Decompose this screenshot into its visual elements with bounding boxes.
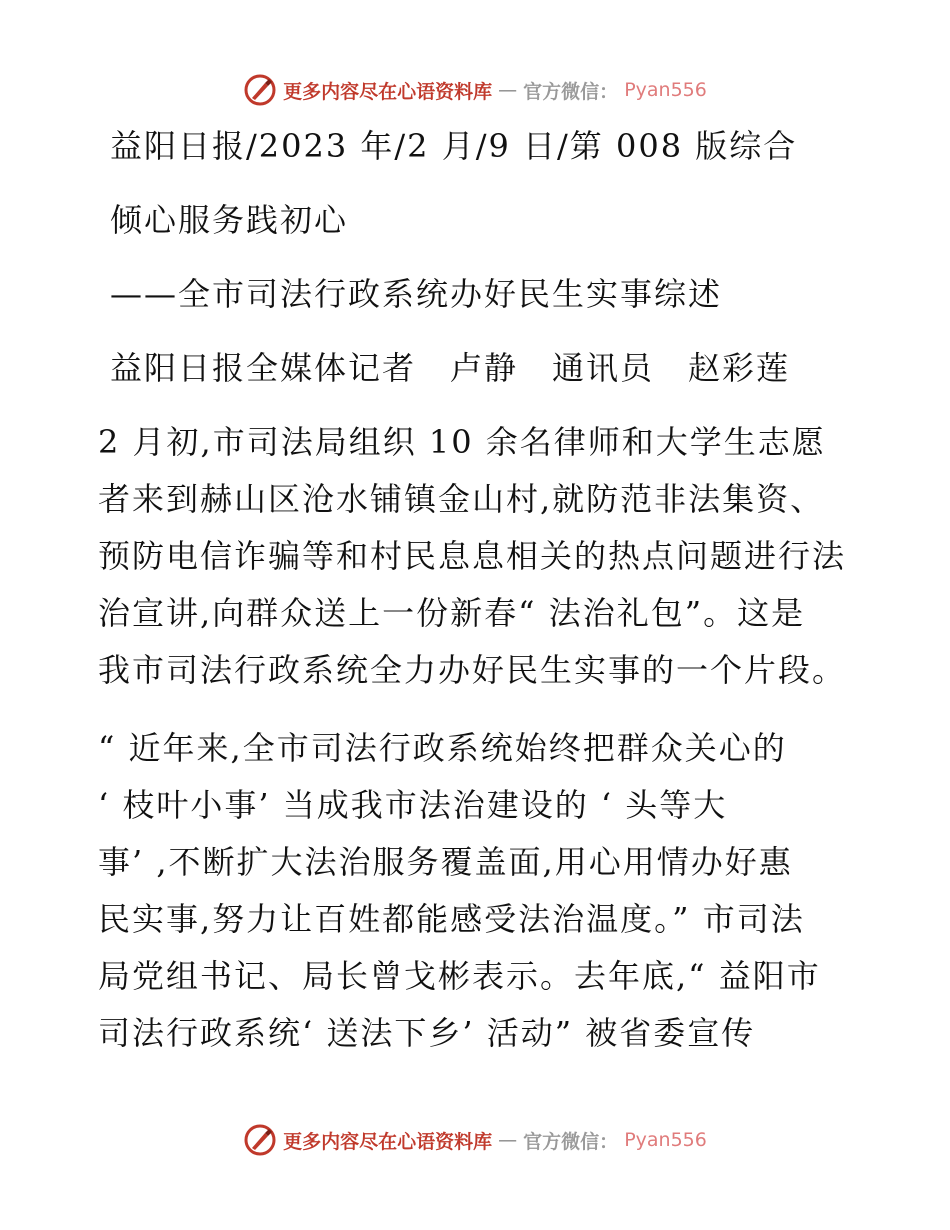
article-subtitle: ——全市司法行政系统办好民生实事综述 [110, 275, 723, 313]
paragraph-line: 局党组书记、局长曾戈彬表示。去年底,“ 益阳市 [98, 957, 821, 995]
watermark-site-text: 更多内容尽在心语资料库 [283, 80, 493, 103]
article-byline: 益阳日报全媒体记者 卢静 通讯员 赵彩莲 [110, 349, 791, 387]
article-title: 倾心服务践初心 [110, 201, 349, 239]
watermark-separator: — [498, 79, 518, 101]
paragraph-2 [98, 720, 858, 1062]
paragraph-1 [98, 414, 858, 699]
paragraph-line: 预防电信诈骗等和村民息息相关的热点问题进行法 [98, 537, 847, 575]
paragraph-line: 民实事,努力让百姓都能感受法治温度。” 市司法 [98, 900, 805, 938]
pen-logo-icon [243, 73, 277, 107]
paragraph-line: ‘ 枝叶小事’ 当成我市法治建设的 ‘ 头等大 [98, 786, 728, 824]
paragraph-line: 事’ ,不断扩大法治服务覆盖面,用心用情办好惠 [98, 843, 793, 881]
watermark-site-text: 更多内容尽在心语资料库 [283, 1130, 493, 1153]
paragraph-line: 2 月初,市司法局组织 10 余名律师和大学生志愿 [98, 423, 826, 461]
paragraph-line: 治宣讲,向群众送上一份新春“ 法治礼包”。这是 [98, 594, 806, 632]
watermark-wechat-id: Pyan556 [624, 1129, 707, 1151]
watermark-wechat-id: Pyan556 [624, 79, 707, 101]
watermark-separator: — [498, 1129, 518, 1151]
footer-watermark [0, 1120, 950, 1160]
paragraph-line: 我市司法行政系统全力办好民生实事的一个片段。 [98, 651, 847, 689]
paragraph-line: “ 近年来,全市司法行政系统始终把群众关心的 [98, 729, 787, 767]
watermark-wechat-label: 官方微信： [523, 1130, 619, 1153]
paragraph-line: 者来到赫山区沧水铺镇金山村,就防范非法集资、 [98, 480, 825, 518]
watermark-wechat-label: 官方微信： [523, 80, 619, 103]
header-watermark [0, 70, 950, 110]
paragraph-line: 司法行政系统‘ 送法下乡’ 活动” 被省委宣传 [98, 1014, 756, 1052]
pen-logo-icon [243, 1123, 277, 1157]
source-line: 益阳日报/2023 年/2 月/9 日/第 008 版综合 [110, 127, 798, 165]
